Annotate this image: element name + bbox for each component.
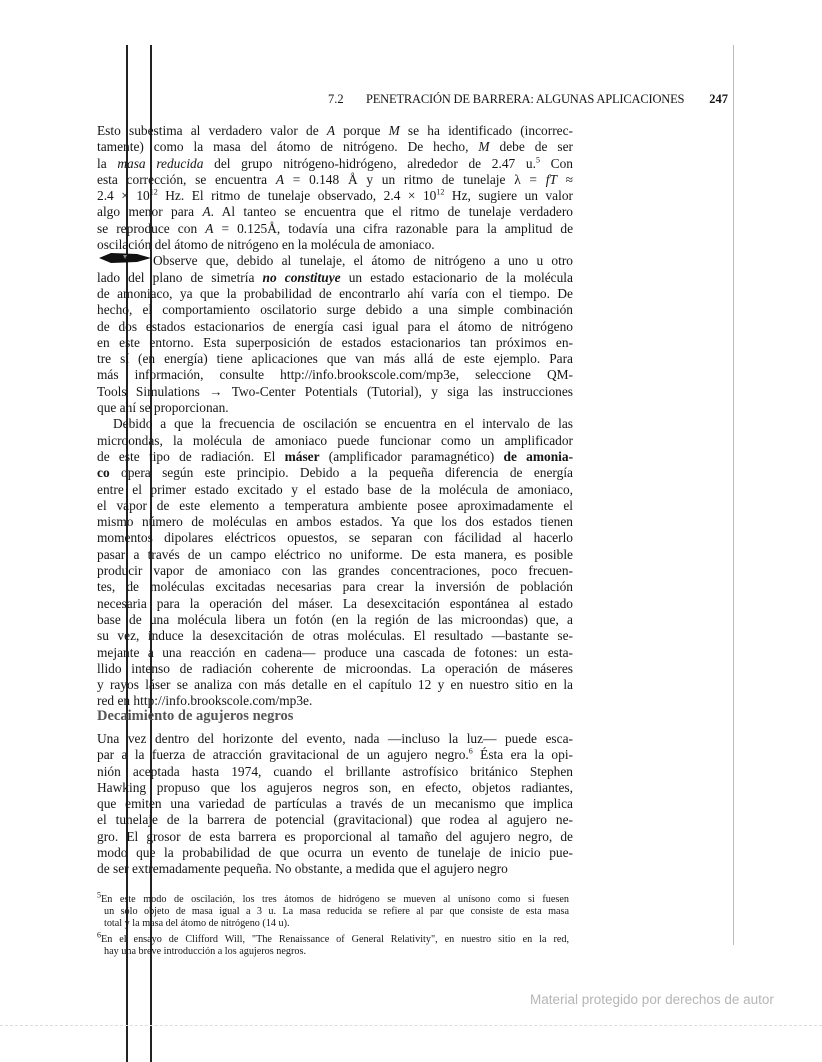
text-line	[97, 764, 573, 780]
footnote-ref: 12	[436, 187, 445, 197]
text-run: Tools Simulations → Two-Center Potentials (Tutorial), y siga las instrucciones	[97, 383, 573, 399]
text-line	[97, 596, 573, 612]
footnote-ref: 5	[535, 155, 540, 165]
text-run: de este tipo de radiación. El	[97, 448, 285, 464]
text-line	[97, 253, 573, 269]
text-run: debe de ser	[489, 139, 573, 155]
text-run: hay una breve introducción a los agujeros negros.	[104, 945, 306, 957]
text-line	[97, 172, 573, 188]
text-run: entre el primer estado excitado y el estado base de la molécula de amoniaco,	[97, 481, 573, 497]
text-run: se ha identificado (incorrec-	[399, 123, 573, 138]
text-run: (amplificador paramagnético)	[319, 448, 504, 464]
footnote-line	[97, 930, 569, 946]
running-header	[328, 92, 728, 108]
text-run: . Al tanteo se encuentra que el ritmo de tunelaje verdadero	[210, 204, 573, 220]
footnote-line	[97, 946, 569, 958]
section-title: PENETRACIÓN DE BARRERA: ALGUNAS APLICACIONES	[366, 92, 685, 106]
text-run: base de una molécula libera un fotón (en la región de las microondas) que, a	[97, 611, 573, 627]
copyright-watermark: Material protegido por derechos de autor	[530, 992, 774, 1007]
paragraph	[97, 253, 573, 416]
text-run: máser	[284, 448, 320, 464]
text-run: un estado estacionario de la molécula	[340, 269, 573, 285]
page-number: 247	[709, 92, 728, 106]
text-run: pasar a través de un campo eléctrico no uniforme. De esta manera, es posible	[97, 546, 573, 562]
text-run: 2.4 × 10	[97, 188, 150, 204]
text-run: de ser extremadamente pequeña. No obstante, a medida que el agujero negro	[97, 861, 508, 877]
text-line	[97, 661, 573, 677]
text-line	[97, 514, 573, 530]
text-run: un sólo objeto de masa igual a 3 u. La masa reducida se refiere al par que consiste de esta masa	[104, 906, 569, 918]
text-line	[97, 204, 573, 220]
text-line	[97, 335, 573, 351]
text-run: Ésta era la opi-	[472, 747, 573, 763]
text-run: momentos dipolares eléctricos opuestos, se separan con fácilidad al hacerlo	[97, 530, 573, 546]
text-run: Hz, sugiere un valor	[444, 188, 573, 204]
footnote-ref: 6	[97, 930, 101, 940]
text-run: tes, de moléculas excitadas necesarias para crear la inversión de población	[97, 579, 573, 595]
text-line	[97, 796, 573, 812]
text-run: mejante a una reacción en cadena— produce una cascada de fotones: un esta-	[97, 644, 573, 660]
text-run: la	[97, 155, 118, 171]
text-line	[97, 861, 573, 877]
text-run: Hawking propuso que los agujeros negros son, en efecto, objetos radiantes,	[97, 779, 573, 795]
text-line	[97, 302, 573, 318]
text-run: ≈	[556, 171, 573, 187]
text-run: oscilación del átomo de nitrógeno en la molécula de amoniaco.	[97, 237, 435, 253]
text-line	[97, 747, 573, 763]
text-line	[97, 780, 573, 796]
text-run: nión aceptada hasta 1974, cuando el brillante astrofísico británico Stephen	[97, 763, 573, 779]
text-run: A	[202, 204, 211, 220]
text-run: A	[326, 123, 336, 138]
footnote-ref: 6	[468, 746, 473, 756]
section-heading: Decaimiento de agujeros negros	[97, 708, 294, 724]
text-run: más información, consulte http://info.brookscole.com/mp3e, seleccione QM-	[97, 367, 573, 383]
text-run: se reproduce con	[97, 220, 206, 236]
footnotes	[97, 890, 569, 958]
text-line	[97, 367, 573, 383]
page-bottom-edge	[0, 1025, 822, 1026]
text-line	[97, 188, 573, 204]
page-edge	[733, 45, 734, 945]
text-run: y rayos láser se analiza con más detalle en el capítulo 12 y en nuestro sitio en la	[97, 677, 573, 693]
text-line	[97, 221, 573, 237]
text-run: tamente) como la masa del átomo de nitrógeno. De hecho,	[97, 139, 479, 155]
text-run: que emiten una variedad de partículas a través de un mecanismo que implica	[97, 796, 573, 812]
text-line	[97, 579, 573, 595]
text-line	[97, 612, 573, 628]
text-run: llido intenso de radiación coherente de microondas. La operación de máseres	[97, 660, 573, 676]
text-line	[97, 530, 573, 546]
text-line	[97, 829, 573, 845]
text-run: hecho, el comportamiento oscilatorio surge debido a una simple combinación	[97, 302, 573, 318]
text-run: Debido a que la frecuencia de oscilación se encuentra en el intervalo de las	[113, 416, 573, 432]
text-run: en este entorno. Esta superposición de estados estacionarios tan próximos en-	[97, 334, 573, 350]
body-text	[97, 123, 573, 710]
text-line	[97, 319, 573, 335]
text-line	[97, 563, 573, 579]
text-run: co	[97, 465, 110, 481]
text-run: de amonia-	[503, 448, 574, 464]
text-run: Con	[539, 155, 573, 171]
footnote-line	[97, 906, 569, 918]
text-run: tre sí (en energía) tiene aplicaciones que van más allá de este ejemplo. Para	[97, 351, 573, 367]
text-line	[97, 677, 573, 693]
text-run: fT	[545, 171, 557, 187]
text-run: que ahí se proporcionan.	[97, 400, 229, 416]
text-line	[97, 351, 573, 367]
text-run: M	[388, 123, 400, 138]
text-run: algo menor para	[97, 204, 203, 220]
footnote-ref: 12	[149, 187, 158, 197]
text-run: su vez, induce la desexcitación de otras moléculas. El resultado —bastante se-	[97, 628, 573, 644]
pointing-hand-icon	[97, 252, 153, 264]
paragraph	[97, 416, 573, 709]
text-line	[97, 237, 573, 253]
text-line	[97, 628, 573, 644]
text-run: Hz. El ritmo de tunelaje observado, 2.4 × 10	[157, 188, 437, 204]
text-run: no constituye	[262, 269, 341, 285]
footnote-ref: 5	[97, 890, 101, 900]
text-line	[97, 449, 573, 465]
text-line	[97, 645, 573, 661]
text-run: producir vapor de amoniaco con las grandes concentraciones, poco frecuen-	[97, 563, 573, 579]
paragraph	[97, 123, 573, 253]
text-run: microondas, la molécula de amoniaco puede funcionar como un amplificador	[97, 432, 573, 448]
text-run: masa reducida	[117, 155, 204, 171]
text-line	[97, 156, 573, 172]
text-line	[97, 270, 573, 286]
text-run: = 0.125Å, todavía una cifra razonable para la amplitud de	[213, 220, 574, 236]
text-run: Una vez dentro del horizonte del evento, nada —incluso la luz— puede esca-	[97, 731, 573, 746]
text-line	[97, 547, 573, 563]
footnote-line	[97, 918, 569, 930]
text-run: porque	[335, 123, 389, 138]
text-line	[97, 812, 573, 828]
text-line	[97, 482, 573, 498]
footnote	[97, 890, 569, 931]
text-run: En el ensayo de Clifford Will, "The Renaissance of General Relativity", en nuestro sitio en la red,	[101, 933, 569, 945]
text-line	[97, 433, 573, 449]
text-line	[97, 731, 573, 747]
text-run: par a la fuerza de atracción gravitacional de un agujero negro.	[97, 747, 469, 763]
text-run: = 0.148 Å y un ritmo de tunelaje λ =	[284, 171, 546, 187]
footnote-line	[97, 890, 569, 906]
text-line	[97, 286, 573, 302]
text-run: gro. El grosor de esta barrera es proporcional al tamaño del agujero negro, de	[97, 828, 573, 844]
text-run: Esto subestima al verdadero valor de	[97, 123, 327, 138]
section-body-text	[97, 731, 573, 878]
text-line	[97, 416, 573, 432]
text-line	[97, 465, 573, 481]
text-run: lado del plano de simetría	[97, 269, 263, 285]
text-run: el vapor de este elemento a temperatura ambiente posee aproximadamente el	[97, 497, 573, 513]
text-line	[97, 845, 573, 861]
text-line	[97, 400, 573, 416]
text-run: total y la masa del átomo de nitrógeno (14 u).	[104, 918, 290, 930]
text-line	[97, 498, 573, 514]
text-run: A	[205, 220, 214, 236]
text-run: M	[478, 139, 490, 155]
text-run: Observe que, debido al tunelaje, el átomo de nitrógeno a uno u otro	[153, 253, 573, 269]
text-run: necesaria para la operación del máser. La desexcitación espontánea al estado	[97, 595, 573, 611]
text-run: de dos estados estacionarios de energía casi igual para el átomo de nitrógeno	[97, 318, 573, 334]
text-run: de amoniaco, ya que la probabilidad de encontrarlo ahí varía con el tiempo. De	[97, 285, 573, 301]
section-number: 7.2	[328, 92, 344, 106]
text-line	[97, 139, 573, 155]
text-run: modo que la probabilidad de que ocurra un evento de tunelaje de inicio pue-	[97, 845, 573, 861]
text-run: mismo número de moléculas en ambos estados. Ya que los dos estados tienen	[97, 514, 573, 530]
text-run: En este modo de oscilación, los tres átomos de hidrógeno se mueven al unísono como si fuesen	[101, 894, 569, 905]
text-run: red en http://info.brookscole.com/mp3e.	[97, 693, 313, 709]
text-line	[97, 384, 573, 400]
text-run: esta corrección, se encuentra	[97, 171, 276, 187]
text-run: A	[275, 171, 285, 187]
text-run: el tunelaje de la barrera de potencial (gravitacional) que rodea al agujero ne-	[97, 812, 573, 828]
text-run: del grupo nitrógeno-hidrógeno, alrededor de 2.47 u.	[203, 155, 536, 171]
text-run: opera según este principio. Debido a la pequeña diferencia de energía	[109, 465, 573, 481]
footnote	[97, 930, 569, 958]
text-line	[97, 123, 573, 139]
